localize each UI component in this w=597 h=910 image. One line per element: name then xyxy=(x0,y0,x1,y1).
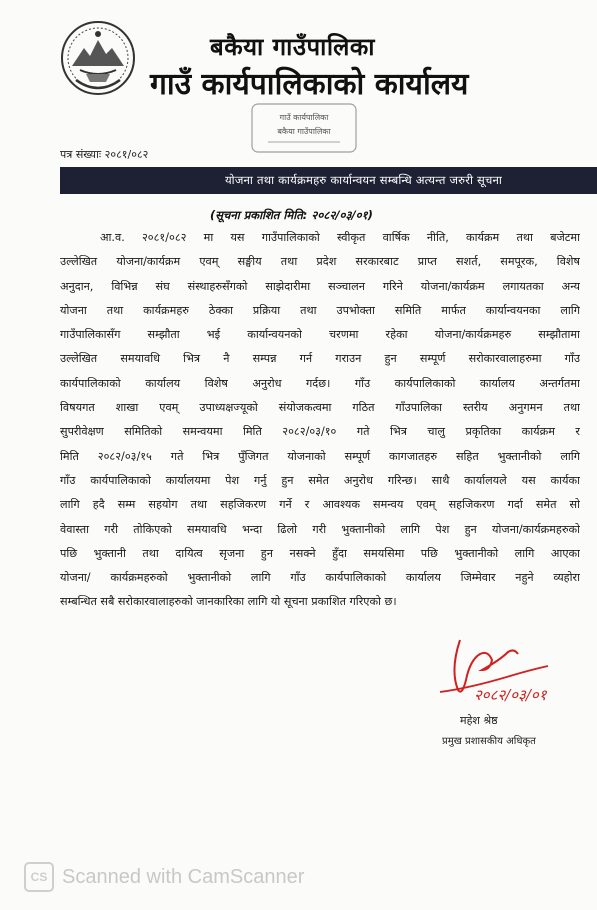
notice-body xyxy=(60,226,580,615)
body-line: विषयगत शाखा एवम् उपाध्यक्षज्यूको संयोजकत्वमा गठित गाँउपालिका स्तरीय अनुगमन तथा xyxy=(60,401,580,415)
body-line: लागि हदै सम्म सहयोग तथा सहजिकरण गर्ने र आवश्यक समन्वय एवम् सहजिकरण गर्दा समेत सो xyxy=(60,498,580,512)
office-org-name: बकैया गाउँपालिका xyxy=(210,33,375,61)
stamp-line-2: बकैया गाउँपालिका xyxy=(277,127,331,136)
nepal-government-emblem-icon xyxy=(58,18,138,98)
body-line: गाँउ कार्यपालिकाको कार्यालयमा पेश गर्नु हुन समेत अनुरोध गरिन्छ। साथै कार्यालयले यस कार्यका xyxy=(60,473,580,487)
body-line: आ.व. २०८१/०८२ मा यस गाउँपालिकाको स्वीकृत वार्षिक नीति, कार्यक्रम तथा बजेटमा xyxy=(100,231,580,244)
stamp-line-1: गाउँ कार्यपालिका xyxy=(279,113,329,122)
body-line: वेवास्ता गरी तोकिएको समयावधि भन्दा ढिलो गरी भुक्तानीको लागि पेश हुन योजना/कार्यक्रमहरुको xyxy=(60,522,580,536)
body-line: उल्लेखित समयावधि भित्र नै सम्पन्न गर्न गराउन हुन सम्पूर्ण सरोकारवालाहरुमा गाँउ xyxy=(60,352,580,366)
signer-title: प्रमुख प्रशासकीय अधिकृत xyxy=(442,736,536,747)
handwritten-signature xyxy=(430,630,560,710)
body-line: उल्लेखित योजना/कार्यक्रम एवम् सङ्घीय तथा प्रदेश सरकारबाट प्राप्त सशर्त, समपूरक, विशेष xyxy=(60,255,580,269)
office-title: गाउँ कार्यपालिकाको कार्यालय xyxy=(150,67,469,102)
body-line: योजना/ कार्यक्रमहरुको भुक्तानीको लागि गाँउ कार्यपालिकाको कार्यालय जिम्मेवार नहुने व्यहोरा xyxy=(60,571,580,585)
signer-name: महेश श्रेष्ठ xyxy=(460,714,498,727)
body-line: सुपरीवेक्षण समितिको समन्वयमा मिति २०८२/०३/१० गते भित्र चालु प्रकृतिका कार्यक्रम र xyxy=(60,425,580,439)
body-line: पछि भुक्तानी तथा दायित्व सृजना हुन नसक्ने हुँदा समयसिमा पछि भुक्तानीको लागि आएका xyxy=(60,546,580,560)
office-stamp xyxy=(248,100,360,156)
published-date: (सूचना प्रकाशित मिति: २०८२/०३/०१) xyxy=(210,208,373,222)
body-line: गाउँपालिकासँग सम्झौता भई कार्यान्वयनको चरणमा रहेका योजना/कार्यक्रमहरु सम्झौतामा xyxy=(60,328,580,342)
reference-number: पत्र संख्याः २०८१/०८२ xyxy=(60,148,149,161)
signature-date: २०८२/०३/०१ xyxy=(474,686,547,704)
body-line: कार्यपालिकाको कार्यालय विशेष अनुरोध गर्दछ। गाँउ कार्यपालिकाको कार्यालय अन्तर्गतमा xyxy=(60,376,580,390)
camscanner-logo-icon: CS xyxy=(24,862,54,892)
subject-text: योजना तथा कार्यक्रमहरु कार्यान्वयन सम्बन्धि अत्यन्त जरुरी सूचना xyxy=(224,173,503,187)
body-line: मिति २०८२/०३/१५ गते भित्र पुँजिगत योजनाको सम्पूर्ण कागजातहरु सहित भुक्तानीको लागि xyxy=(60,449,580,463)
body-line: अनुदान, विभिन्न संघ संस्थाहरुसँगको साझेदारीमा सञ्चालन गरिने योजना/कार्यक्रम लगायतका अन्य xyxy=(60,279,580,293)
body-line: योजना तथा कार्यक्रमहरु ठेक्का प्रक्रिया तथा उपभोक्ता समिति मार्फत कार्यान्वयनका लागि xyxy=(60,303,580,317)
camscanner-label: Scanned with CamScanner xyxy=(62,865,305,888)
camscanner-watermark xyxy=(24,862,304,892)
body-line: सम्बन्धित सबै सरोकारवालाहरुको जानकारिका लागि यो सूचना प्रकाशित गरिएको छ। xyxy=(60,595,397,609)
subject-banner xyxy=(60,167,597,194)
